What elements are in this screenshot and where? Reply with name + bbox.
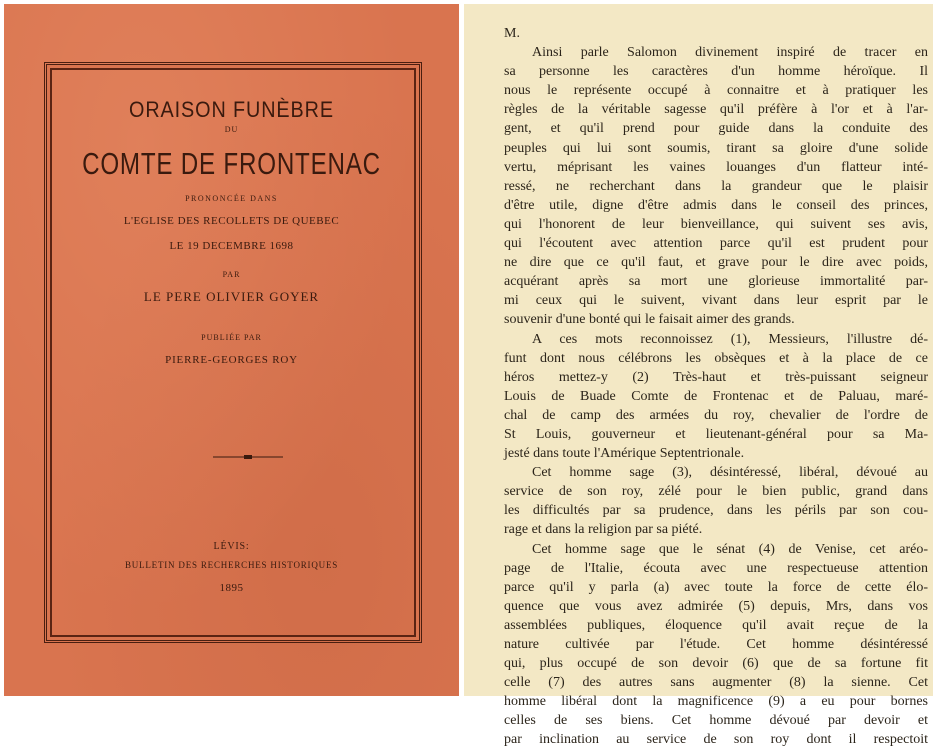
text-line: souvenir d'une bonté qui le faisait aimer des grands. [504,312,795,328]
cover-place: LÉVIS: [213,541,250,552]
text-line: jesté dans toute l'Amérique Septentrionale. [504,446,745,462]
cover-title-line1: ORAISON FUNÈBRE [129,97,334,122]
text-line: page de l'Italie, écouta avec une respectueuse attention [504,560,928,576]
cover-publisher: BULLETIN DES RECHERCHES HISTORIQUES [124,560,339,570]
text-line: assemblées publiques, éloquence qu'il avait reçue de la [504,617,928,633]
cover-prononcee: PRONONCÉE DANS [185,194,278,203]
text-page [464,4,933,748]
cover-par: PAR [222,270,241,279]
text-line: Cet homme sage (3), désintéressé, libéral, dévoué au [532,465,928,481]
cover-eglise: L'EGLISE DES RECOLLETS DE QUEBEC [123,215,340,227]
text-line: Cet homme sage que le sénat (4) de Venise, cet aréo- [532,541,928,557]
text-line: sa personne les caractères d'un homme héroïque. Il [504,64,928,80]
text-line: ressé, ne recherchant dans la grandeur que le plaisir [504,178,928,194]
cover-author: LE PERE OLIVIER GOYER [143,289,320,304]
text-line: qui l'écoutent avec attention parce qu'il est prudent pour [504,236,928,252]
cover-editor: PIERRE-GEORGES ROY [165,354,298,366]
text-line: celle (7) des autres sans augmenter (8) la sienne. Cet [504,675,928,691]
text-line: homme libéral dont la magnificence (9) a eu pour bornes [504,694,928,710]
text-line: chal de camp des armées du roy, chevalier de l'ordre de [504,407,928,423]
text-line: funt dont nous célébrons les obsèques et à la place de ce [504,350,928,366]
text-line: héros mettez-y (2) Très-haut et très-puissant seigneur [504,369,928,385]
text-line: mi ceux qui le suivent, vivant dans leur esprit par le [504,293,928,309]
text-line: qui l'honorent de leur bienveillance, qui suivent ses avis, [504,216,928,232]
text-line: d'être utile, digne d'être admis dans le conseil des princes, [504,197,928,213]
text-line: nature cultivée par l'étude. Cet homme désintéressé [504,637,928,652]
text-line: règles de la véritable sagesse qu'il préfère à l'or et à l'ar- [504,102,928,118]
cover-year: 1895 [219,582,244,594]
cover-title-du: DU [224,125,239,134]
text-line: quence que vous avez admirée (5) depuis, Mrs, dans vos [504,598,928,614]
text-line: les difficultés par sa prudence, dans les périls par son cou- [504,503,928,519]
cover-date: LE 19 DECEMBRE 1698 [169,240,294,252]
ornament-rule [213,455,283,459]
text-line: par inclination au service de son roy dont il respectoit [504,732,928,748]
text-line: ne dire que ce qu'il faut, et grave pour le dire avec poids, [504,255,928,271]
text-line: Louis de Buade Comte de Frontenac et de Paluau, maré- [504,388,928,404]
text-line: Ainsi parle Salomon divinement inspiré de tracer en [532,45,928,61]
text-line: celles de ses biens. Cet homme dévoué par devoir et [504,713,928,729]
book-cover [4,4,459,696]
text-line: parce qu'il y parla (a) avec toute la force de cette élo- [504,579,928,595]
cover-publiee-par: PUBLIÉE PAR [201,333,262,342]
text-line: nous le représente occupé à connaitre et à pratiquer les [504,83,928,99]
text-line: qui, plus occupé de son devoir (6) que de sa fortune fit [504,656,928,672]
salutation: M. [504,26,520,41]
cover-title-line2: COMTE DE FRONTENAC [82,146,381,181]
text-line: service de son roy, zélé pour le bien public, grand dans [504,484,928,500]
text-line: gent, et qu'il prend pour guide dans la conduite des [504,121,928,137]
text-line: peuples qui lui sont soumis, tirant sa gloire d'une solide [504,140,928,156]
text-line: A ces mots reconnoissez (1), Messieurs, l'illustre dé- [532,331,928,347]
text-line: rage et dans la religion par sa piété. [504,522,703,538]
text-line: vertu, méprisant les vaines louanges d'un flatteur inté- [504,159,928,175]
page-body [504,24,928,750]
text-line: acquérant après sa mort une glorieuse immortalité par- [504,274,928,290]
text-line: St Louis, gouverneur et lieutenant-général pour sa Ma- [504,426,928,442]
